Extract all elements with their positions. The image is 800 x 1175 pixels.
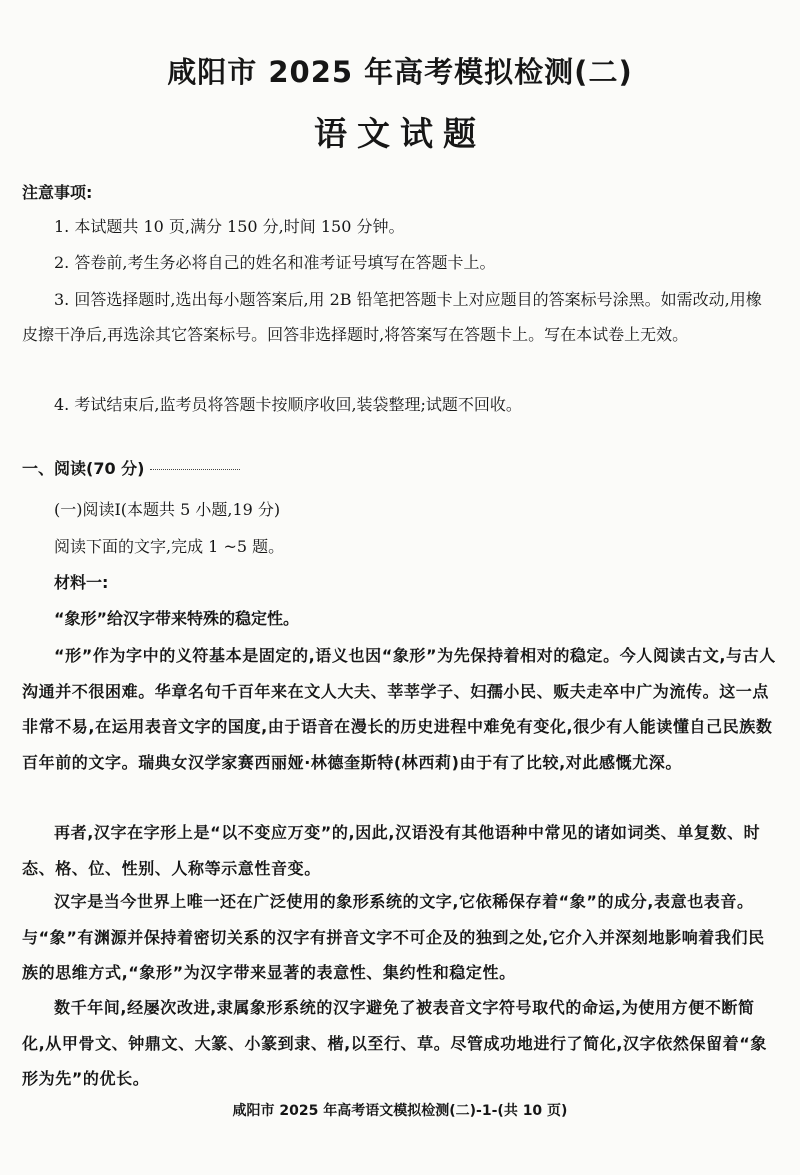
exam-title: 咸阳市 2025 年高考模拟检测(二) (167, 55, 633, 89)
notice-heading: 注意事项: (22, 183, 93, 202)
subject-title: 语文试题 (314, 114, 486, 153)
material-paragraph: 数千年间,经屡次改进,隶属象形系统的汉字避免了被表音文字符号取代的命运,为使用方便不断简化,从甲骨文、钟鼎文、大篆、小篆到隶、楷,以至行、草。尽管成功地进行了简化,汉字依然保留着“象形为先”的优长。 (22, 998, 767, 1088)
material-label: 材料一: (54, 573, 109, 592)
section-heading (22, 456, 240, 479)
material-paragraph: “象形”给汉字带来特殊的稳定性。 (54, 609, 300, 628)
material-paragraph: 汉字是当今世界上唯一还在广泛使用的象形系统的文字,它依稀保存着“象”的成分,表意也表音。与“象”有渊源并保持着密切关系的汉字有拼音文字不可企及的独到之处,它介入并深刻地影响着我们民族的思维方式,“象形”为汉字带来显著的表意性、集约性和稳定性。 (22, 892, 765, 982)
notice-item-1: 1. 本试题共 10 页,满分 150 分,时间 150 分钟。 (54, 217, 405, 236)
notice-item-2: 2. 答卷前,考生务必将自己的姓名和准考证号填写在答题卡上。 (54, 253, 496, 272)
sub-section-heading: (一)阅读Ⅰ(本题共 5 小题,19 分) (54, 500, 281, 519)
material-paragraph: 再者,汉字在字形上是“以不变应万变”的,因此,汉语没有其他语种中常见的诸如词类、单复数、时态、格、位、性别、人称等示意性音变。 (22, 823, 761, 878)
reading-instruction: 阅读下面的文字,完成 1 ~5 题。 (54, 537, 285, 556)
material-paragraph: “形”作为字中的义符基本是固定的,语义也因“象形”为先保持着相对的稳定。今人阅读古文,与古人沟通并不很困难。华章名句千百年来在文人大夫、莘莘学子、妇孺小民、贩夫走卒中广为流传。这一点非常不易,在运用表音文字的国度,由于语音在漫长的历史进程中难免有变化,很少有人能读懂自己民族数百年前的文字。瑞典女汉学家赛西丽娅·林德奎斯特(林西莉)由于有了比较,对此感慨尤深。 (22, 646, 776, 772)
heading-rule (150, 469, 240, 470)
notice-item-4: 4. 考试结束后,监考员将答题卡按顺序收回,装袋整理;试题不回收。 (54, 395, 522, 414)
section-heading-text: 一、阅读(70 分) (22, 459, 145, 478)
page-footer: 咸阳市 2025 年高考语文模拟检测(二)-1-(共 10 页) (232, 1103, 568, 1119)
notice-item-3: 3. 回答选择题时,选出每小题答案后,用 2B 铅笔把答题卡上对应题目的答案标号涂黑。如需改动,用橡皮擦干净后,再选涂其它答案标号。回答非选择题时,将答案写在答题卡上。写在本试卷上无效。 (22, 290, 762, 344)
